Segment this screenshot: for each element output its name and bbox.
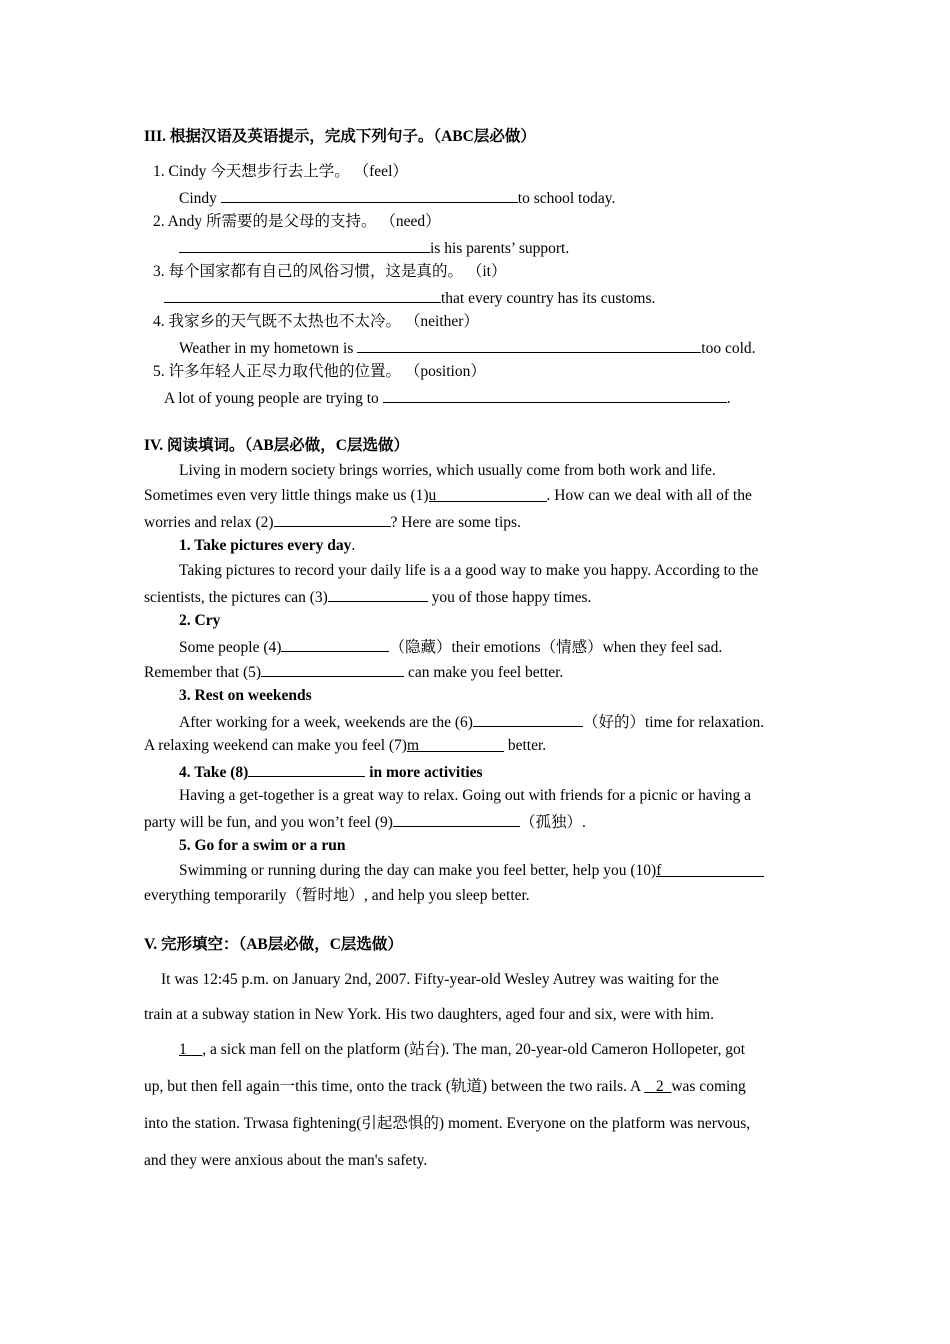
text: . How can we deal with all of the <box>546 487 752 504</box>
text: , a sick man fell on the platform (站台). The man, 20-year-old Cameron Hollopeter, got <box>202 1041 746 1058</box>
text: . <box>351 537 356 554</box>
s4-intro-line-1: Living in modern society brings worries, which usually come from both work and life. <box>179 462 716 479</box>
s3-item-1-pre: Cindy <box>179 190 221 207</box>
tip-5-line-2: everything temporarily（暂时地）, and help you sleep better. <box>144 887 530 904</box>
s3-item-5-answer <box>164 387 731 409</box>
tip-3-line-2 <box>144 736 546 756</box>
tip-4-line-1: Having a get-together is a great way to relax. Going out with friends for a picnic or having a <box>179 787 752 804</box>
s3-item-4-post: too cold. <box>701 340 756 357</box>
tip-2-title: 2. Cry <box>179 612 221 629</box>
text: up, but then fell again一this time, onto the track (轨道) between the two rails. A <box>144 1078 645 1095</box>
text: Sometimes even very little things make us (1) <box>144 487 429 504</box>
answer-blank[interactable] <box>164 287 441 303</box>
tip-5-title: 5. Go for a swim or a run <box>179 837 346 854</box>
text: you of those happy times. <box>427 589 592 606</box>
text: （好的）time for relaxation. <box>582 714 765 731</box>
tip-1-line-1: Taking pictures to record your daily life is a a good way to make you happy. According to the <box>179 562 759 579</box>
s4-intro-line-2 <box>144 486 752 506</box>
s3-item-5-prompt: 5. 许多年轻人正尽力取代他的位置。 （position） <box>153 363 486 380</box>
text: Some people (4) <box>179 639 282 656</box>
tip-1-line-2 <box>144 586 591 608</box>
s3-item-1-answer <box>179 187 615 209</box>
s3-item-2-answer <box>179 237 569 259</box>
text: in more activities <box>365 764 483 781</box>
cloze-blank-1[interactable] <box>179 1041 202 1058</box>
tip-3-line-1 <box>179 711 764 733</box>
s3-item-2-post: is his parents’ support. <box>430 240 570 257</box>
blank-hint: f <box>656 862 662 879</box>
blank-4[interactable] <box>281 636 389 652</box>
s4-intro-line-3 <box>144 511 521 533</box>
text: After working for a week, weekends are the (6) <box>179 714 473 731</box>
s3-item-4-pre: Weather in my hometown is <box>179 340 358 357</box>
text: 4. Take (8) <box>179 764 249 781</box>
tip-1-title <box>179 536 355 556</box>
text: worries and relax (2) <box>144 514 274 531</box>
blank-6[interactable] <box>473 711 583 727</box>
text: A relaxing weekend can make you feel (7) <box>144 737 407 754</box>
answer-blank[interactable] <box>383 387 727 403</box>
s5-line-5: into the station. Trwasa fightening(引起恐惧的) moment. Everyone on the platform was nervous, <box>144 1115 751 1132</box>
s3-item-5-post: . <box>726 390 731 407</box>
text: scientists, the pictures can (3) <box>144 589 328 606</box>
text: 1 <box>179 1041 187 1058</box>
blank-5[interactable] <box>261 661 404 677</box>
s5-line-2: train at a subway station in New York. His two daughters, aged four and six, were with him. <box>144 1006 714 1023</box>
blank-9[interactable] <box>393 811 520 827</box>
tip-5-line-1 <box>179 861 764 881</box>
s3-item-3-post: that every country has its customs. <box>441 290 656 307</box>
s3-item-1-prompt: 1. Cindy 今天想步行去上学。 （feel） <box>153 163 408 180</box>
text: （孤独）. <box>519 814 586 831</box>
tip-2-line-1 <box>179 636 722 658</box>
text: （隐藏）their emotions（情感）when they feel sad. <box>389 639 723 656</box>
s5-line-4 <box>144 1077 746 1097</box>
tip-2-line-2 <box>144 661 563 683</box>
s5-line-6: and they were anxious about the man's safety. <box>144 1152 428 1169</box>
s3-item-5-pre: A lot of young people are trying to <box>164 390 383 407</box>
section-5-title: V. 完形填空：（AB层必做，C层选做） <box>144 936 403 953</box>
text: Swimming or running during the day can make you feel better, help you (10) <box>179 862 657 879</box>
blank-2[interactable] <box>274 511 391 527</box>
text: was coming <box>671 1078 746 1095</box>
s3-item-3-prompt: 3. 每个国家都有自己的风俗习惯，这是真的。 （it） <box>153 263 507 280</box>
text: better. <box>503 737 547 754</box>
s3-item-2-prompt: 2. Andy 所需要的是父母的支持。 （need） <box>153 213 441 230</box>
s3-item-4-answer <box>179 337 756 359</box>
text: Remember that (5) <box>144 664 262 681</box>
s3-item-4-prompt: 4. 我家乡的天气既不太热也不太冷。 （neither） <box>153 313 479 330</box>
s3-item-1-post: to school today. <box>517 190 616 207</box>
text: 2 <box>655 1078 664 1095</box>
section-3-title: III. 根据汉语及英语提示，完成下列句子。（ABC层必做） <box>144 128 536 145</box>
blank-8[interactable] <box>248 761 365 777</box>
text: ? Here are some tips. <box>390 514 521 531</box>
blank-10[interactable] <box>656 861 764 877</box>
blank-7[interactable] <box>407 736 504 752</box>
blank-hint: u <box>428 487 437 504</box>
answer-blank[interactable] <box>357 337 701 353</box>
cloze-blank-2[interactable] <box>644 1078 671 1095</box>
blank-3[interactable] <box>328 586 428 602</box>
blank-hint: m <box>406 737 420 754</box>
answer-blank[interactable] <box>179 237 430 253</box>
blank-1[interactable] <box>429 486 547 502</box>
s5-line-1: It was 12:45 p.m. on January 2nd, 2007. Fifty-year-old Wesley Autrey was waiting for the <box>161 971 719 988</box>
text: party will be fun, and you won’t feel (9) <box>144 814 393 831</box>
section-4-title: IV. 阅读填词。（AB层必做，C层选做） <box>144 437 409 454</box>
s3-item-3-answer <box>164 287 655 309</box>
tip-3-title: 3. Rest on weekends <box>179 687 312 704</box>
s5-line-3 <box>179 1040 745 1060</box>
tip-4-line-2 <box>144 811 586 833</box>
text: 1. Take pictures every day <box>179 537 352 554</box>
answer-blank[interactable] <box>221 187 518 203</box>
tip-4-title <box>179 761 483 783</box>
text: can make you feel better. <box>404 664 564 681</box>
